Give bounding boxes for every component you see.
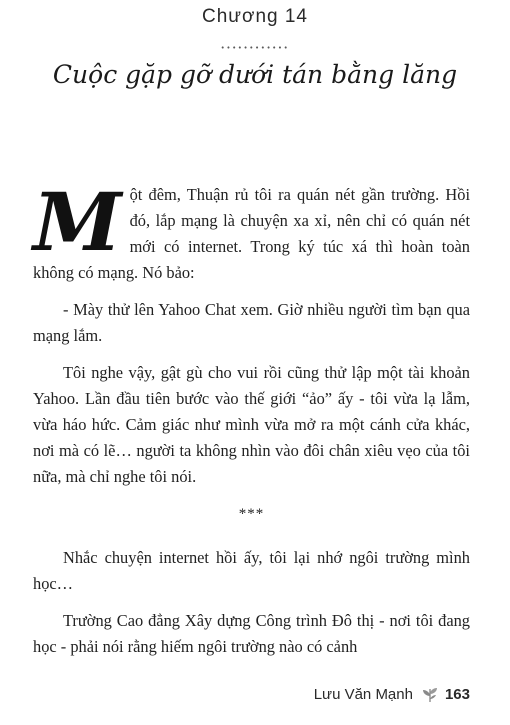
paragraph (33, 175, 470, 286)
chapter-number: Chương 14 (201, 6, 308, 27)
author-name: Lưu Văn Mạnh (313, 686, 413, 703)
leaf-icon (421, 687, 439, 703)
page-footer (314, 686, 470, 703)
paragraph-text: ột đêm, Thuận rủ tôi ra quán nét gần trường. Hồi đó, lắp mạng là chuyện xa xỉ, nên chỉ có quán nét mới có internet. Trong ký túc xá thì hoàn toàn không có mạng. Nó bảo: (33, 185, 470, 282)
body-text (33, 175, 470, 671)
paragraph: Tôi nghe vậy, gật gù cho vui rồi cũng thử lập một tài khoản Yahoo. Lần đầu tiên bước vào thế giới “ảo” ấy - tôi vừa lạ lẫm, vừa háo hức. Cảm giác như mình vừa mở ra một cánh cửa khác, nơi mà có lẽ… người ta không nhìn vào đôi chân xiêu vẹo của tôi nữa, mà chỉ nghe tôi nói. (33, 363, 470, 486)
page-number: 163 (444, 686, 470, 703)
paragraph: Trường Cao đẳng Xây dựng Công trình Đô thị - nơi tôi đang học - phải nói rằng hiếm ngôi trường nào có cảnh (33, 611, 470, 656)
drop-cap: M (33, 175, 122, 269)
paragraph: - Mày thử lên Yahoo Chat xem. Giờ nhiều người tìm bạn qua mạng lắm. (33, 300, 470, 345)
section-separator: *** (238, 506, 265, 522)
chapter-title: Cuộc gặp gỡ dưới tán bằng lăng (52, 60, 458, 89)
paragraph: Nhắc chuyện internet hồi ấy, tôi lại nhớ ngôi trường mình học… (33, 548, 470, 593)
ornament-divider: •••••••••••• (220, 44, 290, 52)
